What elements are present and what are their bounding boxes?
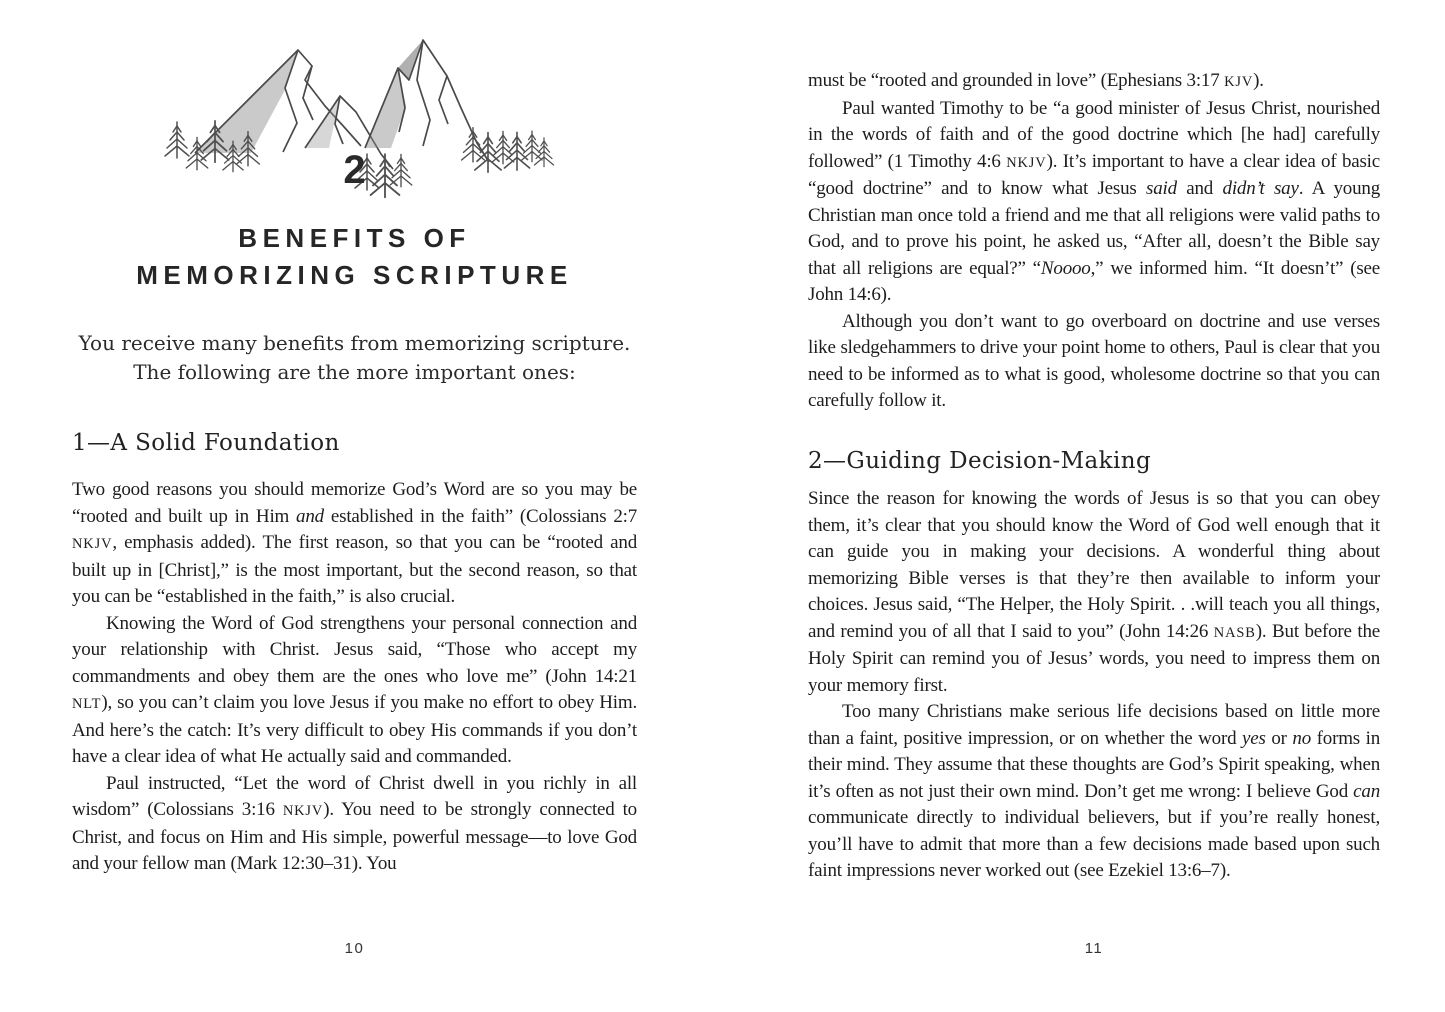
paragraph: Paul instructed, “Let the word of Christ dwell in you richly in all wisdom” (Colossians 3:16 NKJV). You need to be strongly connected to Christ, and focus on Him and His simple, powerful message—to love God and your fellow man (Mark 12:30–31). You [72, 772, 637, 874]
paragraph: Since the reason for knowing the words of Jesus is so that you can obey them, it’s clear that you should know the Word of God well enough that it can guide you in making your decisions. A wonderful thing about memorizing Bible verses is that they’re then available to inform your choices. Jesus said, “The Helper, the Holy Spirit. . .will teach you all things, and remind you of all that I said to you” (John 14:26 NASB). But before the Holy Spirit can remind you of Jesus’ words, you need to impress them on your memory first. [808, 488, 1380, 696]
paragraph: Two good reasons you should memorize God’s Word are so you may be “rooted and built up in Him and established in the faith” (Colossians 2:7 NKJV, emphasis added). The first reason, so that you can be “rooted and built up in [Christ],” is the most important, but the second reason, so that you can be “established in the faith,” is also crucial. [72, 479, 638, 607]
page-number-right: 11 [1084, 940, 1104, 957]
paragraph: Paul wanted Timothy to be “a good minister of Jesus Christ, nourished in the words of faith and of the good doctrine which [he had] carefully followed” (1 Timothy 4:6 NKJV). It’s important to have a clear idea of basic “good doctrine” and to know what Jesus said and didn’t say. A young Christian man once told a friend and me that all religions were valid paths to God, and to prove his point, he asked us, “After all, doesn’t the Bible say that all religions are equal?” “Noooo,” we informed him. “It doesn’t” (see John 14:6). [808, 97, 1381, 305]
left-page [72, 0, 637, 1012]
right-page [808, 0, 1380, 1012]
section-heading-1: 1—A Solid Foundation [72, 430, 340, 456]
chapter-intro [72, 329, 637, 387]
paragraph: Too many Christians make serious life decisions based on little more than a faint, positive impression, or on whether the word yes or no forms in their mind. They assume that these thoughts are God’s Spirit speaking, when it’s often as not just their own mind. Don’t get me wrong: I believe God can communicate directly to individual believers, but if you’re really honest, you’ll have to admit that more than a few decisions made based upon such faint impressions never worked out (see Ezekiel 13:6–7). [808, 701, 1380, 881]
chapter-title-line-2: MEMORIZING SCRIPTURE [136, 260, 573, 290]
chapter-intro-line-2: The following are the more important ones: [133, 360, 576, 384]
paragraph: Knowing the Word of God strengthens your personal connection and your relationship with Christ. Jesus said, “Those who accept my commandments and obey them are the ones who love me” (John 14:21 NLT), so you can’t claim you love Jesus if you make no effort to obey Him. And here’s the catch: It’s very difficult to obey His commands if you don’t have a clear idea of what He actually said and commanded. [72, 612, 637, 767]
paragraph: Although you don’t want to go overboard on doctrine and use verses like sledgehammers to drive your point home to others, Paul is clear that you need to be informed as to what is good, wholesome doctrine so that you can carefully follow it. [808, 310, 1380, 411]
chapter-title [72, 220, 637, 294]
chapter-title-line-1: BENEFITS OF [238, 223, 471, 253]
section-heading-2: 2—Guiding Decision-Making [808, 448, 1152, 474]
paragraph: must be “rooted and grounded in love” (Ephesians 3:17 KJV). [808, 70, 1264, 91]
right-page-body-top [808, 68, 1380, 415]
left-page-body [72, 477, 637, 878]
right-page-body-bottom [808, 486, 1380, 885]
chapter-intro-line-1: You receive many benefits from memorizing scripture. [78, 331, 631, 355]
chapter-number: 2 [343, 148, 366, 192]
page-number-left: 10 [344, 940, 365, 957]
